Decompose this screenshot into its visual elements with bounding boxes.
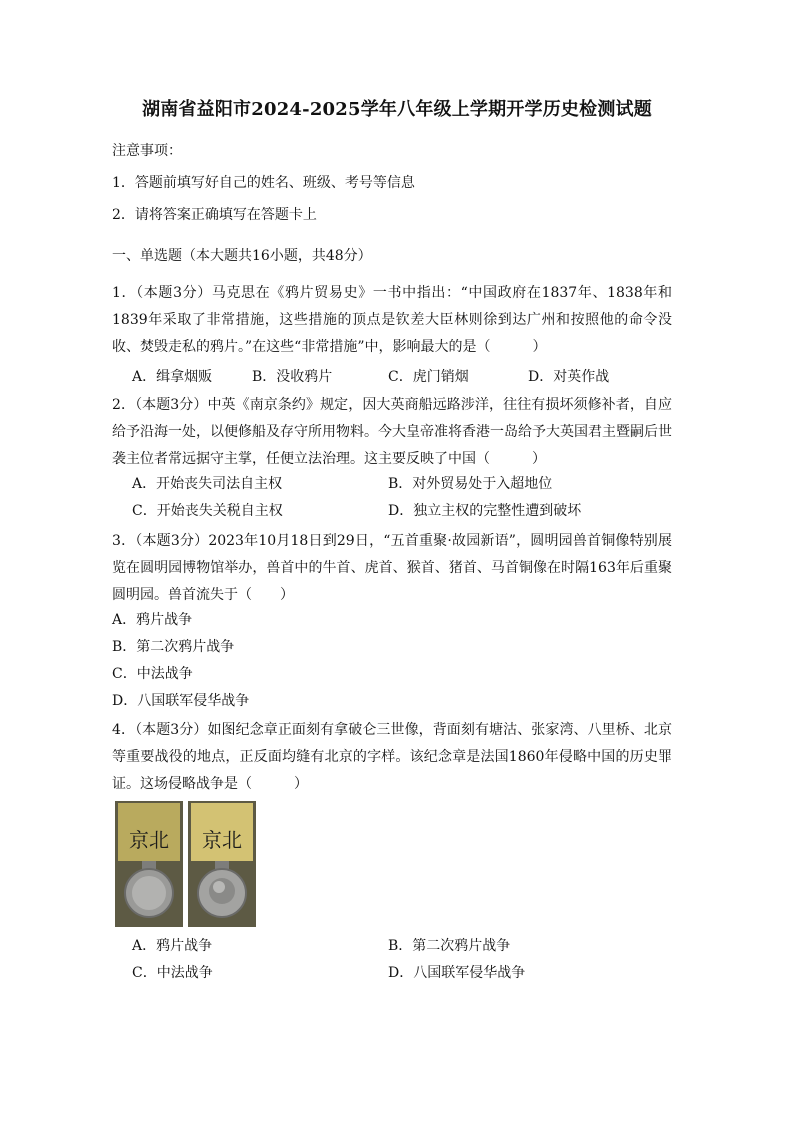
question-2-stem: 2．（本题3分）中英《南京条约》规定，因大英商船远路涉洋，往往有损坏须修补者，自应给予沿海一处，以便修船及存守所用物料。今大皇帝准将香港一岛给予大英国君主暨嗣后世袭主位者常远据守主掌，任便立法治理。这主要反映了中国（ ）	[112, 397, 672, 467]
question-3-stem: 3．（本题3分）2023年10月18日到29日，“五首重聚·故园新语”，圆明园兽首铜像特别展览在圆明园博物馆举办，兽首中的牛首、虎首、猴首、猪首、马首铜像在时隔163年后重聚圆明园。兽首流失于（ ）	[112, 533, 672, 603]
q3-option-b: B．第二次鸦片战争	[112, 639, 235, 655]
q2-option-b: B．对外贸易处于入超地位	[388, 476, 553, 492]
medal-photo	[115, 801, 256, 927]
notice-heading: 注意事项：	[112, 143, 182, 159]
q4-option-a: A．鸦片战争	[132, 938, 213, 954]
medal-left-label: 京北	[129, 828, 169, 852]
question-4-stem: 4．（本题3分）如图纪念章正面刻有拿破仑三世像，背面刻有塘沽、张家湾、八里桥、北京等重要战役的地点，正反面均缝有北京的字样。该纪念章是法国1860年侵略中国的历史罪证。这场侵略战争是（ ）	[112, 722, 672, 792]
q2-option-c: C．开始丧失关税自主权	[132, 503, 283, 519]
q3-option-a: A．鸦片战争	[112, 612, 193, 628]
q1-option-d: D．对英作战	[528, 369, 610, 385]
q4-option-b: B．第二次鸦片战争	[388, 938, 511, 954]
section-heading: 一、单选题（本大题共16小题，共48分）	[112, 248, 372, 264]
q2-option-d: D．独立主权的完整性遭到破坏	[388, 503, 582, 519]
q2-option-a: A．开始丧失司法自主权	[132, 476, 283, 492]
medal-right-label: 京北	[202, 828, 242, 852]
notice-item: 1．答题前填写好自己的姓名、班级、考号等信息	[112, 175, 415, 191]
q1-option-b: B．没收鸦片	[252, 369, 333, 385]
q3-option-c: C．中法战争	[112, 666, 193, 682]
question-1-stem: 1．（本题3分）马克思在《鸦片贸易史》一书中指出：“中国政府在1837年、1838年和1839年采取了非常措施，这些措施的顶点是钦差大臣林则徐到达广州和按照他的命令没收、焚毁走私的鸦片。”在这些“非常措施”中，影响最大的是（ ）	[112, 285, 672, 355]
q1-option-a: A．缉拿烟贩	[132, 369, 213, 385]
page-title: 湖南省益阳市2024-2025学年八年级上学期开学历史检测试题	[142, 99, 652, 120]
q1-option-c: C．虎门销烟	[388, 369, 469, 385]
q4-option-d: D．八国联军侵华战争	[388, 965, 526, 981]
notice-item: 2．请将答案正确填写在答题卡上	[112, 207, 317, 223]
q3-option-d: D．八国联军侵华战争	[112, 693, 250, 709]
q4-option-c: C．中法战争	[132, 965, 213, 981]
